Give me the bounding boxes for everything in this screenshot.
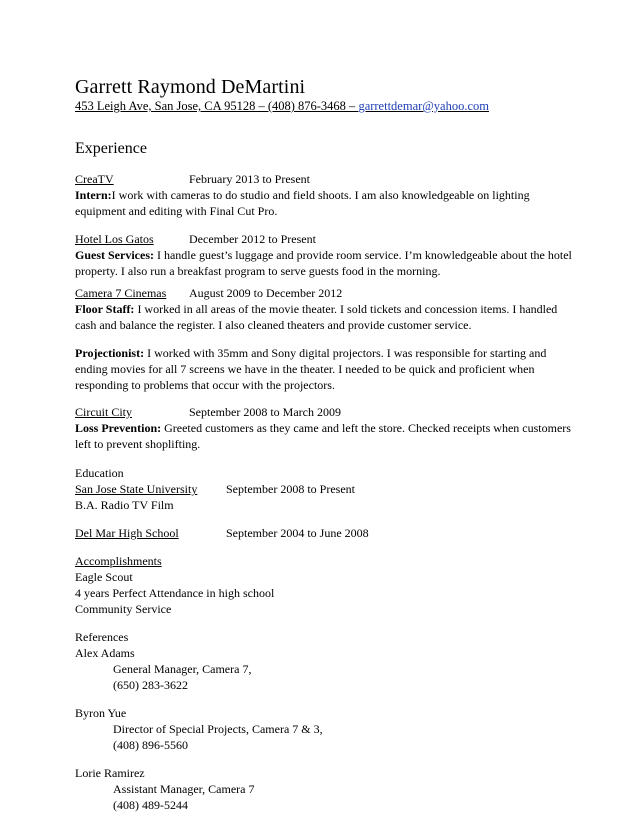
school-name: Del Mar High School [75, 526, 179, 540]
job-description [75, 247, 575, 279]
job-role-text: I worked with 35mm and Sony digital projectors. I was responsible for starting and ending movies for all 7 screens we have in the theater. I needed to be quick and proficient when responding to problems that occur with the projectors. [75, 346, 547, 392]
job-dates: September 2008 to March 2009 [189, 405, 341, 419]
school-name: San Jose State University [75, 482, 198, 496]
email-link[interactable]: garrettdemar@yahoo.com [358, 99, 489, 113]
references-heading: References [75, 630, 129, 644]
reference-name: Alex Adams [75, 646, 135, 660]
reference-position: General Manager, Camera 7, [113, 662, 252, 676]
accomplishments-heading: Accomplishments [75, 554, 162, 568]
job-role: Floor Staff: [75, 302, 135, 316]
contact-line [75, 99, 575, 114]
job-description [75, 420, 575, 452]
job-dates: February 2013 to Present [189, 172, 310, 186]
reference-entry [75, 705, 575, 753]
employer-name: Camera 7 Cinemas [75, 286, 167, 300]
job-creatv [75, 171, 575, 219]
education-section [75, 465, 575, 541]
employer-name: Circuit City [75, 405, 132, 419]
references-section [75, 629, 575, 813]
education-heading: Education [75, 466, 124, 480]
job-camera-7-cinemas [75, 285, 575, 393]
accomplishment-item: Eagle Scout [75, 570, 133, 584]
job-role: Loss Prevention: [75, 421, 162, 435]
job-description [75, 187, 575, 219]
school-dates: September 2004 to June 2008 [226, 526, 369, 540]
job-circuit-city [75, 404, 575, 452]
accomplishment-item: 4 years Perfect Attendance in high school [75, 586, 275, 600]
job-hotel-los-gatos [75, 231, 575, 279]
resume-page [75, 76, 575, 813]
employer-name: CreaTV [75, 172, 114, 186]
job-role-text: I handle guest’s luggage and provide room service. I’m knowledgeable about the hotel property. I also run a breakfast program to serve guests food in the morning. [75, 248, 572, 278]
job-role-text: Greeted customers as they came and left the store. Checked receipts when customers left to prevent shoplifting. [75, 421, 571, 451]
job-dates: August 2009 to December 2012 [189, 286, 343, 300]
job-role: Projectionist: [75, 346, 145, 360]
experience-heading: Experience [75, 140, 147, 157]
job-role: Guest Services: [75, 248, 154, 262]
accomplishments-section [75, 553, 575, 617]
resume-name: Garrett Raymond DeMartini [75, 76, 306, 98]
reference-entry [75, 645, 575, 693]
reference-phone: (408) 489-5244 [113, 798, 188, 812]
reference-position: Assistant Manager, Camera 7 [113, 782, 255, 796]
accomplishment-item: Community Service [75, 602, 172, 616]
job-role: Intern: [75, 188, 112, 202]
contact-details: 453 Leigh Ave, San Jose, CA 95128 – (408) 876-3468 – [75, 99, 359, 113]
job-role-text: I worked in all areas of the movie theater. I sold tickets and concession items. I handled cash and balance the register. I also cleaned theaters and provide customer service. [75, 302, 558, 332]
job-description [75, 345, 575, 393]
reference-name: Byron Yue [75, 706, 127, 720]
reference-position: Director of Special Projects, Camera 7 & 3, [113, 722, 323, 736]
reference-entry [75, 765, 575, 813]
school-dates: September 2008 to Present [226, 482, 355, 496]
employer-name: Hotel Los Gatos [75, 232, 154, 246]
degree: B.A. Radio TV Film [75, 498, 174, 512]
reference-phone: (408) 896-5560 [113, 738, 188, 752]
reference-phone: (650) 283-3622 [113, 678, 188, 692]
reference-name: Lorie Ramirez [75, 766, 145, 780]
job-description [75, 301, 575, 333]
job-dates: December 2012 to Present [189, 232, 316, 246]
job-role-text: I work with cameras to do studio and field shoots. I am also knowledgeable on lighting equipment and editing with Final Cut Pro. [75, 188, 530, 218]
